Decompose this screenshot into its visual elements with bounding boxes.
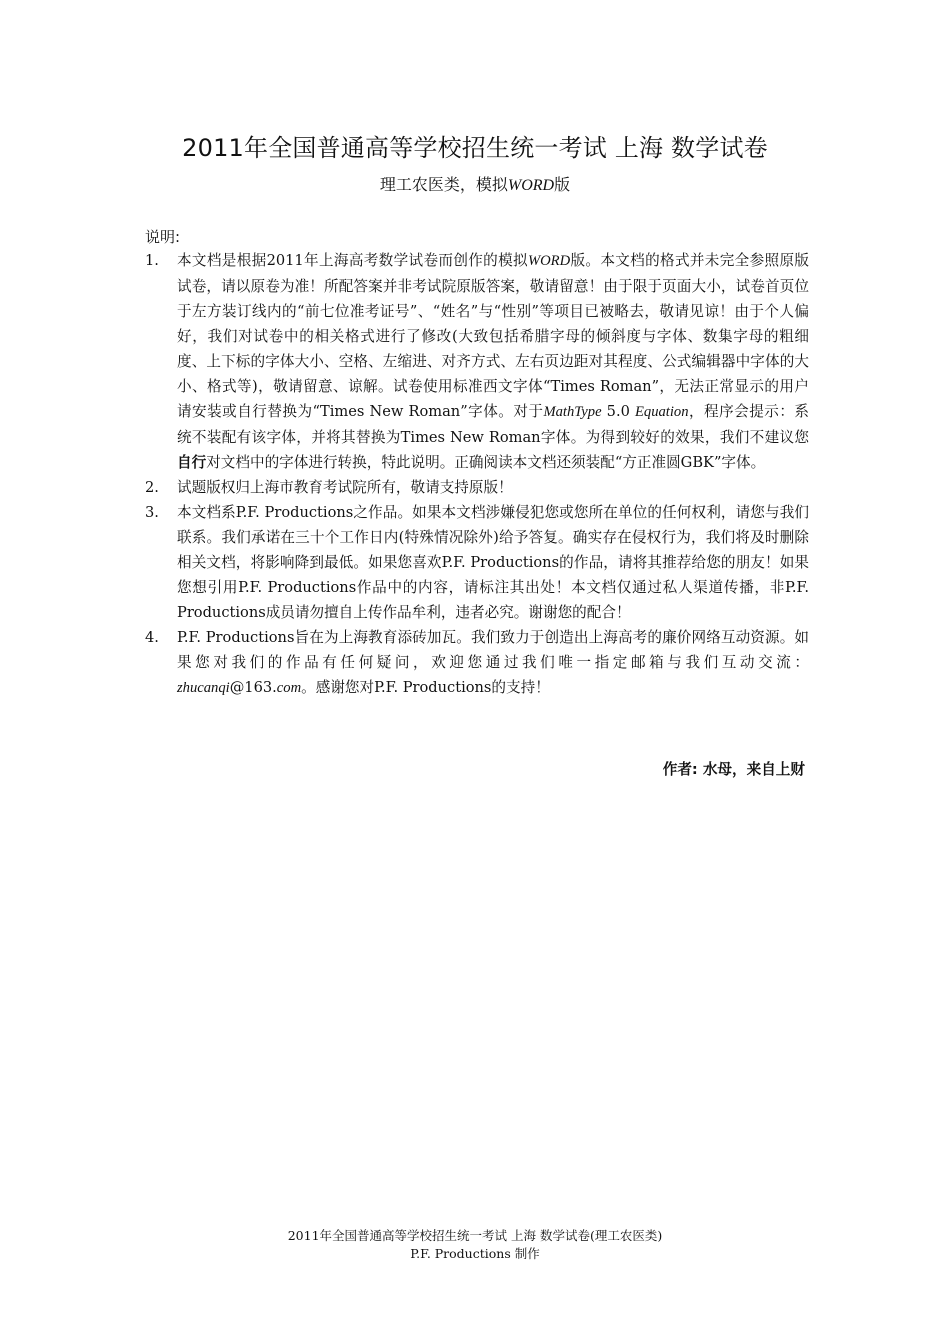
email-user: zhucanqi bbox=[177, 680, 230, 696]
note-italic: Equation bbox=[634, 404, 689, 420]
note-item-4 bbox=[145, 625, 809, 701]
note-text: 。感谢您对P.F. Productions的支持！ bbox=[301, 679, 550, 696]
note-text: 版。本文档的格式并未完全参照原版试卷，请以原卷为准！所配答案并非考试院原版答案，敬请留意！由于限于页面大小，试卷首页位于左方装订线内的“前七位准考证号”、“姓名”与“性别”等项目已被略去，敬请见谅！由于个人偏好，我们对试卷中的相关格式进行了修改(大致包括希腊字母的倾斜度与字体、数集字母的粗细度、上下标的字体大小、空格、左缩进、对齐方式、左右页边距对其程度、公式编辑器中字体的大小、格式等)，敬请留意、谅解。试卷使用标准西文字体“Times Roman”，无法正常显示的用户请安装或自行替换为“Times New Roman”字体。对于 bbox=[177, 252, 809, 420]
note-italic: MathType bbox=[543, 404, 602, 420]
subtitle-suffix: 版 bbox=[554, 175, 571, 194]
note-item-2 bbox=[145, 475, 809, 500]
note-text: 5.0 bbox=[601, 403, 635, 420]
footer-credit: P.F. Productions 制作 bbox=[410, 1246, 540, 1261]
subtitle-prefix: 理工农医类，模拟 bbox=[379, 175, 508, 194]
email-tld: com bbox=[276, 680, 302, 696]
note-bold: 自行 bbox=[177, 454, 207, 471]
document-title: 2011年全国普通高等学校招生统一考试 上海 数学试卷 bbox=[182, 134, 768, 162]
note-item-3 bbox=[145, 500, 809, 625]
note-item-1 bbox=[145, 248, 809, 475]
notes-heading: 说明: bbox=[145, 228, 181, 246]
author-line: 作者: 水母，来自上财 bbox=[662, 761, 805, 778]
notes-list bbox=[145, 248, 809, 701]
note-text: P.F. Productions旨在为上海教育添砖加瓦。我们致力于创造出上海高考的廉价网络互动资源。如果您对我们的作品有任何疑问，欢迎您通过我们唯一指定邮箱与我们互动交流： bbox=[177, 629, 809, 671]
note-text: ，程序会提示：系统不装配有该字体，并将其替换为Times New Roman字体。为得到较好的效果，我们不建议您 bbox=[177, 403, 809, 446]
footer-title: 2011年全国普通高等学校招生统一考试 上海 数学试卷(理工农医类) bbox=[287, 1228, 663, 1243]
note-text: 对文档中的字体进行转换，特此说明。正确阅读本文档还须装配“方正准圆GBK”字体。 bbox=[206, 454, 766, 471]
document-subtitle bbox=[0, 173, 950, 198]
note-text: 本文档是根据2011年上海高考数学试卷而创作的模拟 bbox=[177, 252, 528, 269]
note-text: 试题版权归上海市教育考试院所有，敬请支持原版！ bbox=[177, 479, 513, 496]
note-number: 1. bbox=[145, 252, 159, 269]
email-domain: @163. bbox=[229, 679, 277, 696]
note-number: 4. bbox=[145, 629, 159, 646]
note-italic: WORD bbox=[527, 253, 571, 269]
note-text: 本文档系P.F. Productions之作品。如果本文档涉嫌侵犯您或您所在单位的任何权利，请您与我们联系。我们承诺在三十个工作日内(特殊情况除外)给予答复。确实存在侵权行为，我们将及时删除相关文档，将影响降到最低。如果您喜欢P.F. Productions的作品，请将其推荐给您的朋友！如果您想引用P.F. Productions作品中的内容，请标注其出处！本文档仅通过私人渠道传播，非P.F. Productions成员请勿擅自上传作品牟利，违者必究。谢谢您的配合！ bbox=[177, 504, 809, 621]
page-footer bbox=[0, 1227, 950, 1263]
note-number: 2. bbox=[145, 479, 159, 496]
note-number: 3. bbox=[145, 504, 159, 521]
subtitle-word: WORD bbox=[507, 177, 555, 194]
